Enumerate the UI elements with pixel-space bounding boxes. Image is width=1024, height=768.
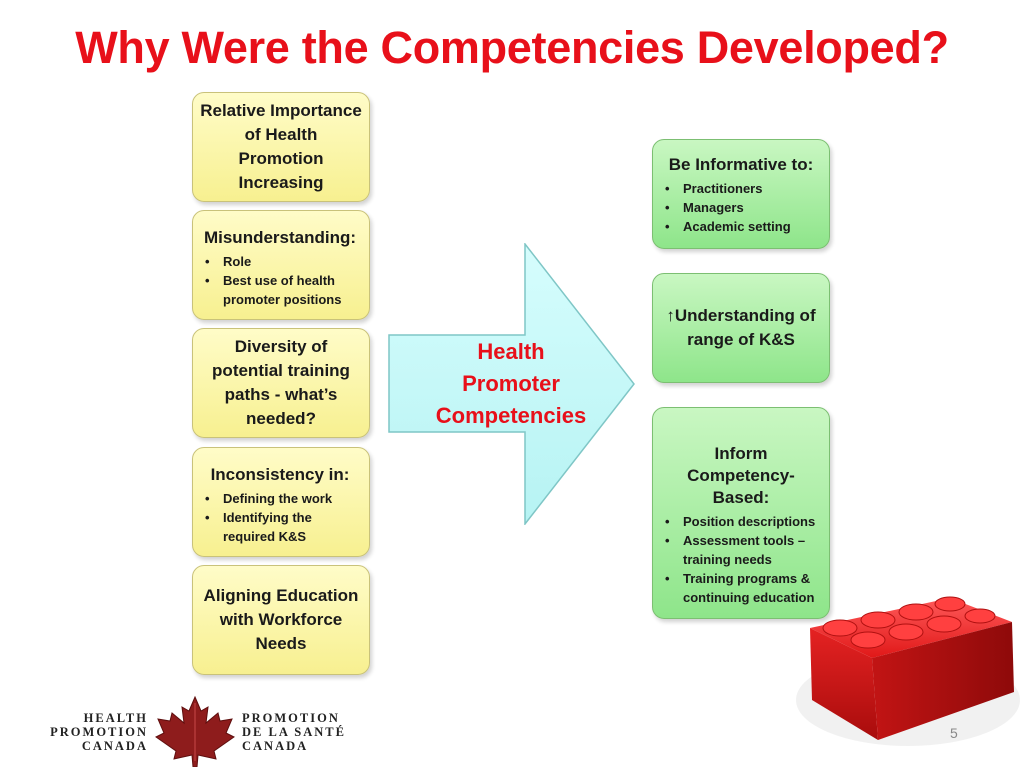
- box-heading: Inconsistency in:: [210, 465, 350, 484]
- box-line: Needs: [255, 634, 307, 653]
- bullet-list: [199, 489, 361, 546]
- box-heading: Inform: [714, 444, 768, 463]
- list-item: • Assessment tools – training needs: [683, 531, 823, 569]
- box-line: Increasing: [238, 173, 324, 192]
- logo-line: PROMOTION: [50, 725, 148, 739]
- page-title: Why Were the Competencies Developed?: [75, 22, 949, 73]
- list-item: • Best use of health promoter positions: [223, 271, 361, 309]
- health-promotion-canada-logo: [36, 695, 366, 767]
- box-line: needed?: [246, 409, 316, 428]
- list-item: • Academic setting: [683, 217, 823, 236]
- logo-line: CANADA: [81, 739, 148, 753]
- box-heading: Be Informative to:: [668, 155, 814, 174]
- relative-importance-box: [192, 92, 370, 202]
- arrow-line: Health: [477, 339, 545, 364]
- box-line: of Health: [244, 125, 318, 144]
- page-number: 5: [950, 725, 958, 741]
- bullet-list: [199, 252, 361, 309]
- arrow-label: [420, 336, 602, 432]
- list-item: • Role: [223, 252, 361, 271]
- box-line: Relative Importance: [200, 101, 362, 120]
- logo-french-text: [242, 711, 372, 753]
- be-informative-box: [652, 139, 830, 249]
- arrow-line: Competencies: [435, 403, 587, 428]
- logo-line: HEALTH: [83, 711, 148, 725]
- diversity-box: [192, 328, 370, 438]
- aligning-education-box: [192, 565, 370, 675]
- list-item: • Identifying the required K&S: [223, 508, 361, 546]
- logo-line: CANADA: [242, 739, 309, 753]
- logo-line: PROMOTION: [242, 711, 340, 725]
- box-line: paths - what’s: [224, 385, 338, 404]
- box-line: ↑Understanding of: [666, 306, 816, 325]
- list-item: • Position descriptions: [683, 512, 823, 531]
- list-item: • Defining the work: [223, 489, 361, 508]
- box-heading: Competency-Based:: [687, 466, 795, 507]
- maple-leaf-icon: [154, 695, 236, 767]
- logo-english-text: [36, 711, 148, 753]
- box-line: with Workforce: [219, 610, 343, 629]
- box-line: Diversity of: [234, 337, 328, 356]
- box-line: range of K&S: [687, 330, 795, 349]
- logo-line: DE LA SANTÉ: [242, 725, 346, 739]
- list-item: • Practitioners: [683, 179, 823, 198]
- box-line: Promotion: [238, 149, 324, 168]
- lego-brick-image: [790, 580, 1024, 750]
- box-line: potential training: [212, 361, 350, 380]
- bullet-list: [659, 179, 823, 236]
- arrow-line: Promoter: [462, 371, 560, 396]
- box-line: Aligning Education: [203, 586, 359, 605]
- understanding-box: [652, 273, 830, 383]
- misunderstanding-box: [192, 210, 370, 320]
- list-item: • Training programs & continuing education: [683, 569, 823, 607]
- box-heading: Misunderstanding:: [203, 228, 357, 247]
- list-item: • Managers: [683, 198, 823, 217]
- inconsistency-box: [192, 447, 370, 557]
